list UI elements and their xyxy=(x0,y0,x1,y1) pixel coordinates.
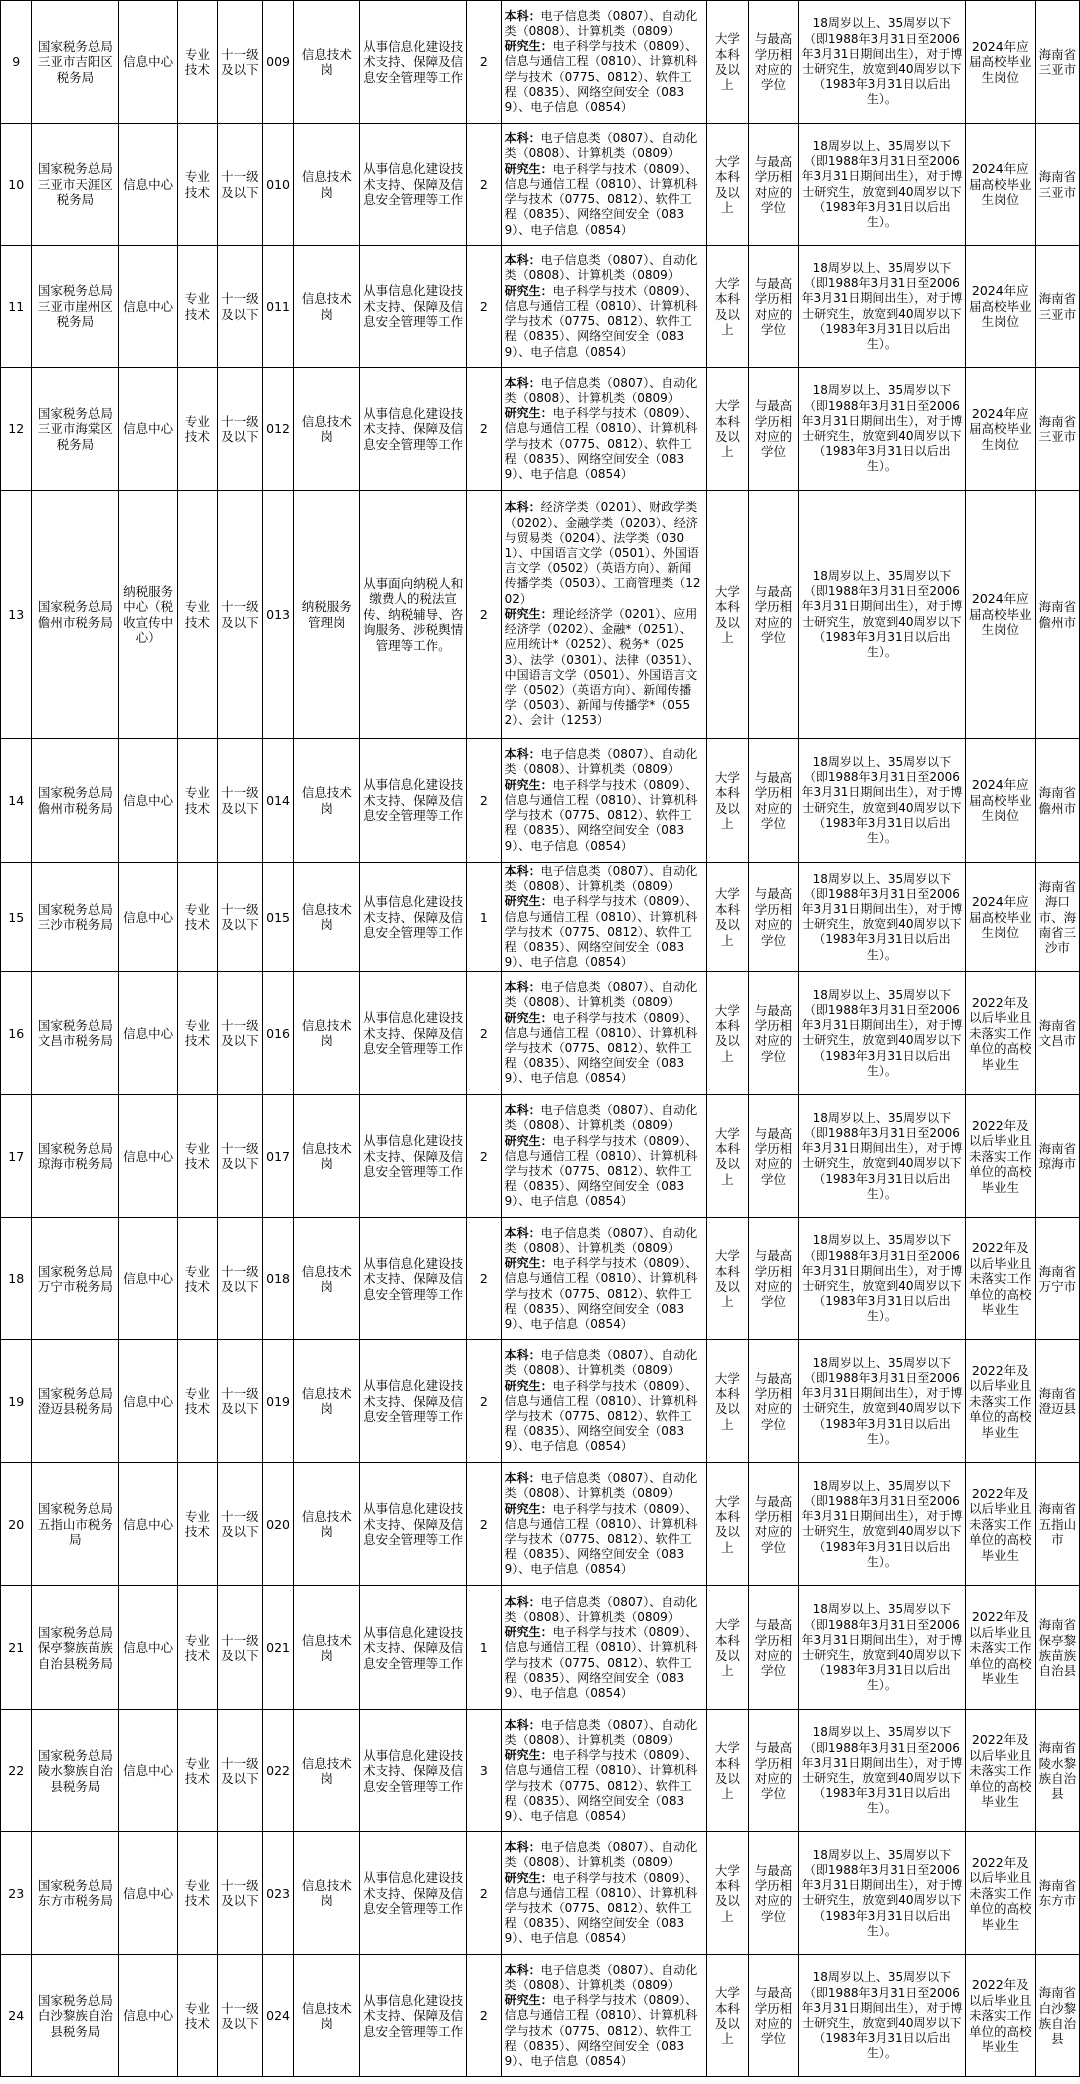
major-line: 研究生：理论经济学（0201）、应用经济学（0202）、金融*（0251）、应用统计*（0252）、税务*（0253）、法学（0301）、法律（0351）、中国语言文学（0501）、外国语言文学（0502）（英语方向）、新闻传播学（0503）、新闻与传播学*（0552）、会计（1253） xyxy=(504,606,700,728)
work-location: 海南省海口市、海南省三沙市 xyxy=(1035,863,1079,972)
candidate-source: 2022年及以后毕业且未落实工作单位的高校毕业生 xyxy=(965,1340,1035,1463)
major-line: 研究生：电子科学与技术（0809）、信息与通信工程（0810）、计算机科学与技术（0775、0812）、软件工程（0835）、网络空间安全（0839）、电子信息（0854） xyxy=(504,406,698,481)
major-line: 本科：电子信息类（0807）、自动化类（0808）、计算机类（0809） xyxy=(504,131,698,161)
row-number: 9 xyxy=(1,1,32,124)
education-requirement: 大学本科及以上 xyxy=(706,1095,748,1218)
unit-name: 国家税务总局东方市税务局 xyxy=(32,1832,119,1955)
position-category: 专业技术 xyxy=(178,863,218,972)
unit-name: 国家税务总局三亚市天涯区税务局 xyxy=(32,124,119,246)
major-requirements xyxy=(501,863,706,972)
duty-description: 从事信息化建设技术支持、保障及信息安全管理等工作 xyxy=(360,124,467,246)
department: 纳税服务中心（税收宣传中心） xyxy=(119,491,178,739)
position-code: 023 xyxy=(262,1832,293,1955)
department: 信息中心 xyxy=(119,1955,178,2077)
candidate-source: 2024年应届高校毕业生岗位 xyxy=(965,863,1035,972)
major-line: 研究生：电子科学与技术（0809）、信息与通信工程（0810）、计算机科学与技术（0775、0812）、软件工程（0835）、网络空间安全（0839）、电子信息（0854） xyxy=(504,1133,698,1209)
department: 信息中心 xyxy=(119,863,178,972)
position-name: 纳税服务管理岗 xyxy=(294,491,360,739)
major-line: 研究生：电子科学与技术（0809）、信息与通信工程（0810）、计算机科学与技术（0775、0812）、软件工程（0835）、网络空间安全（0839）、电子信息（0854） xyxy=(504,39,698,114)
age-requirement: 18周岁以上、35周岁以下（即1988年3月31日至2006年3月31日期间出生），对于博士研究生，放宽到40周岁以下（1983年3月31日以后出生）。 xyxy=(799,972,966,1095)
age-requirement: 18周岁以上、35周岁以下（即1988年3月31日至2006年3月31日期间出生），对于博士研究生，放宽到40周岁以下（1983年3月31日以后出生）。 xyxy=(799,246,966,368)
major-line: 研究生：电子科学与技术（0809）、信息与通信工程（0810）、计算机科学与技术（0775、0812）、软件工程（0835）、网络空间安全（0839）、电子信息（0854） xyxy=(504,1378,698,1454)
position-level: 十一级及以下 xyxy=(217,1,262,124)
hiring-count: 2 xyxy=(467,246,502,368)
unit-name: 国家税务总局儋州市税务局 xyxy=(32,491,119,739)
candidate-source: 2022年及以后毕业且未落实工作单位的高校毕业生 xyxy=(965,1218,1035,1340)
position-category: 专业技术 xyxy=(178,739,218,863)
candidate-source: 2024年应届高校毕业生岗位 xyxy=(965,1,1035,124)
hiring-count: 2 xyxy=(467,368,502,491)
candidate-source: 2024年应届高校毕业生岗位 xyxy=(965,368,1035,491)
major-line: 本科：电子信息类（0807）、自动化类（0808）、计算机类（0809） xyxy=(504,747,698,777)
position-category: 专业技术 xyxy=(178,246,218,368)
degree-requirement: 与最高学历相对应的学位 xyxy=(748,1340,798,1463)
degree-requirement: 与最高学历相对应的学位 xyxy=(748,1832,798,1955)
department: 信息中心 xyxy=(119,1,178,124)
education-requirement: 大学本科及以上 xyxy=(706,368,748,491)
work-location: 海南省儋州市 xyxy=(1035,491,1079,739)
table-row xyxy=(1,246,1080,368)
position-name: 信息技术岗 xyxy=(294,1340,360,1463)
position-code: 019 xyxy=(262,1340,293,1463)
work-location: 海南省白沙黎族自治县 xyxy=(1035,1955,1079,2077)
position-category: 专业技术 xyxy=(178,491,218,739)
hiring-count: 1 xyxy=(467,863,502,972)
row-number: 14 xyxy=(1,739,32,863)
major-line: 本科：电子信息类（0807）、自动化类（0808）、计算机类（0809） xyxy=(504,1594,698,1624)
education-requirement: 大学本科及以上 xyxy=(706,1586,748,1710)
major-requirements xyxy=(501,1095,706,1218)
position-level: 十一级及以下 xyxy=(217,1832,262,1955)
department: 信息中心 xyxy=(119,368,178,491)
major-requirements xyxy=(501,1586,706,1710)
candidate-source: 2022年及以后毕业且未落实工作单位的高校毕业生 xyxy=(965,1832,1035,1955)
degree-requirement: 与最高学历相对应的学位 xyxy=(748,246,798,368)
education-requirement: 大学本科及以上 xyxy=(706,1955,748,2077)
table-row xyxy=(1,1710,1080,1832)
hiring-count: 2 xyxy=(467,1340,502,1463)
major-requirements xyxy=(501,1218,706,1340)
degree-requirement: 与最高学历相对应的学位 xyxy=(748,1955,798,2077)
position-level: 十一级及以下 xyxy=(217,972,262,1095)
education-requirement: 大学本科及以上 xyxy=(706,491,748,739)
duty-description: 从事信息化建设技术支持、保障及信息安全管理等工作 xyxy=(360,246,467,368)
row-number: 23 xyxy=(1,1832,32,1955)
major-line: 本科：电子信息类（0807）、自动化类（0808）、计算机类（0809） xyxy=(504,1962,698,1992)
hiring-count: 2 xyxy=(467,739,502,863)
position-category: 专业技术 xyxy=(178,1832,218,1955)
age-requirement: 18周岁以上、35周岁以下（即1988年3月31日至2006年3月31日期间出生），对于博士研究生，放宽到40周岁以下（1983年3月31日以后出生）。 xyxy=(799,124,966,246)
row-number: 10 xyxy=(1,124,32,246)
position-category: 专业技术 xyxy=(178,1340,218,1463)
work-location: 海南省保亭黎族苗族自治县 xyxy=(1035,1586,1079,1710)
age-requirement: 18周岁以上、35周岁以下（即1988年3月31日至2006年3月31日期间出生），对于博士研究生，放宽到40周岁以下（1983年3月31日以后出生）。 xyxy=(799,491,966,739)
degree-requirement: 与最高学历相对应的学位 xyxy=(748,1218,798,1340)
unit-name: 国家税务总局琼海市税务局 xyxy=(32,1095,119,1218)
major-requirements xyxy=(501,491,706,739)
table-row xyxy=(1,1095,1080,1218)
position-name: 信息技术岗 xyxy=(294,1463,360,1586)
row-number: 13 xyxy=(1,491,32,739)
major-requirements xyxy=(501,1,706,124)
education-requirement: 大学本科及以上 xyxy=(706,1,748,124)
table-row xyxy=(1,1218,1080,1340)
table-row xyxy=(1,863,1080,972)
age-requirement: 18周岁以上、35周岁以下（即1988年3月31日至2006年3月31日期间出生），对于博士研究生，放宽到40周岁以下（1983年3月31日以后出生）。 xyxy=(799,1955,966,2077)
position-code: 009 xyxy=(262,1,293,124)
position-code: 012 xyxy=(262,368,293,491)
unit-name: 国家税务总局白沙黎族自治县税务局 xyxy=(32,1955,119,2077)
degree-requirement: 与最高学历相对应的学位 xyxy=(748,1463,798,1586)
candidate-source: 2024年应届高校毕业生岗位 xyxy=(965,246,1035,368)
position-name: 信息技术岗 xyxy=(294,1955,360,2077)
education-requirement: 大学本科及以上 xyxy=(706,863,748,972)
education-requirement: 大学本科及以上 xyxy=(706,1832,748,1955)
position-code: 024 xyxy=(262,1955,293,2077)
position-name: 信息技术岗 xyxy=(294,246,360,368)
age-requirement: 18周岁以上、35周岁以下（即1988年3月31日至2006年3月31日期间出生），对于博士研究生，放宽到40周岁以下（1983年3月31日以后出生）。 xyxy=(799,739,966,863)
work-location: 海南省文昌市 xyxy=(1035,972,1079,1095)
degree-requirement: 与最高学历相对应的学位 xyxy=(748,863,798,972)
major-requirements xyxy=(501,1955,706,2077)
candidate-source: 2022年及以后毕业且未落实工作单位的高校毕业生 xyxy=(965,1710,1035,1832)
hiring-count: 3 xyxy=(467,1710,502,1832)
age-requirement: 18周岁以上、35周岁以下（即1988年3月31日至2006年3月31日期间出生），对于博士研究生，放宽到40周岁以下（1983年3月31日以后出生）。 xyxy=(799,1340,966,1463)
major-line: 研究生：电子科学与技术（0809）、信息与通信工程（0810）、计算机科学与技术（0775、0812）、软件工程（0835）、网络空间安全（0839）、电子信息（0854） xyxy=(504,1625,698,1700)
age-requirement: 18周岁以上、35周岁以下（即1988年3月31日至2006年3月31日期间出生），对于博士研究生，放宽到40周岁以下（1983年3月31日以后出生）。 xyxy=(799,1710,966,1832)
education-requirement: 大学本科及以上 xyxy=(706,1710,748,1832)
major-line: 本科：电子信息类（0807）、自动化类（0808）、计算机类（0809） xyxy=(504,1225,698,1255)
major-requirements xyxy=(501,1463,706,1586)
table-row xyxy=(1,124,1080,246)
position-code: 020 xyxy=(262,1463,293,1586)
position-name: 信息技术岗 xyxy=(294,1,360,124)
work-location: 海南省东方市 xyxy=(1035,1832,1079,1955)
degree-requirement: 与最高学历相对应的学位 xyxy=(748,972,798,1095)
major-line: 研究生：电子科学与技术（0809）、信息与通信工程（0810）、计算机科学与技术（0775、0812）、软件工程（0835）、网络空间安全（0839）、电子信息（0854） xyxy=(504,283,698,359)
position-code: 014 xyxy=(262,739,293,863)
position-code: 016 xyxy=(262,972,293,1095)
position-level: 十一级及以下 xyxy=(217,124,262,246)
position-category: 专业技术 xyxy=(178,1218,218,1340)
hiring-count: 1 xyxy=(467,1586,502,1710)
degree-requirement: 与最高学历相对应的学位 xyxy=(748,1,798,124)
hiring-count: 2 xyxy=(467,1,502,124)
candidate-source: 2022年及以后毕业且未落实工作单位的高校毕业生 xyxy=(965,1095,1035,1218)
major-requirements xyxy=(501,1340,706,1463)
age-requirement: 18周岁以上、35周岁以下（即1988年3月31日至2006年3月31日期间出生），对于博士研究生，放宽到40周岁以下（1983年3月31日以后出生）。 xyxy=(799,1463,966,1586)
position-category: 专业技术 xyxy=(178,972,218,1095)
position-code: 018 xyxy=(262,1218,293,1340)
work-location: 海南省三亚市 xyxy=(1035,246,1079,368)
hiring-count: 2 xyxy=(467,1218,502,1340)
position-category: 专业技术 xyxy=(178,1586,218,1710)
unit-name: 国家税务总局保亭黎族苗族自治县税务局 xyxy=(32,1586,119,1710)
education-requirement: 大学本科及以上 xyxy=(706,1218,748,1340)
duty-description: 从事面向纳税人和缴费人的税法宣传、纳税辅导、咨询服务、涉税舆情管理等工作。 xyxy=(360,491,467,739)
work-location: 海南省五指山市 xyxy=(1035,1463,1079,1586)
duty-description: 从事信息化建设技术支持、保障及信息安全管理等工作 xyxy=(360,1463,467,1586)
position-name: 信息技术岗 xyxy=(294,368,360,491)
major-line: 研究生：电子科学与技术（0809）、信息与通信工程（0810）、计算机科学与技术（0775、0812）、软件工程（0835）、网络空间安全（0839）、电子信息（0854） xyxy=(504,161,698,237)
work-location: 海南省琼海市 xyxy=(1035,1095,1079,1218)
department: 信息中心 xyxy=(119,1463,178,1586)
degree-requirement: 与最高学历相对应的学位 xyxy=(748,1586,798,1710)
duty-description: 从事信息化建设技术支持、保障及信息安全管理等工作 xyxy=(360,1955,467,2077)
major-requirements xyxy=(501,1832,706,1955)
work-location: 海南省三亚市 xyxy=(1035,1,1079,124)
major-requirements xyxy=(501,739,706,863)
candidate-source: 2022年及以后毕业且未落实工作单位的高校毕业生 xyxy=(965,1955,1035,2077)
major-requirements xyxy=(501,246,706,368)
major-line: 研究生：电子科学与技术（0809）、信息与通信工程（0810）、计算机科学与技术（0775、0812）、软件工程（0835）、网络空间安全（0839）、电子信息（0854） xyxy=(504,1748,698,1823)
row-number: 20 xyxy=(1,1463,32,1586)
position-name: 信息技术岗 xyxy=(294,1832,360,1955)
table-row xyxy=(1,491,1080,739)
position-level: 十一级及以下 xyxy=(217,1095,262,1218)
position-level: 十一级及以下 xyxy=(217,739,262,863)
degree-requirement: 与最高学历相对应的学位 xyxy=(748,491,798,739)
major-line: 本科：电子信息类（0807）、自动化类（0808）、计算机类（0809） xyxy=(504,864,698,894)
major-requirements xyxy=(501,368,706,491)
row-number: 22 xyxy=(1,1710,32,1832)
position-level: 十一级及以下 xyxy=(217,1340,262,1463)
department: 信息中心 xyxy=(119,1340,178,1463)
unit-name: 国家税务总局五指山市税务局 xyxy=(32,1463,119,1586)
duty-description: 从事信息化建设技术支持、保障及信息安全管理等工作 xyxy=(360,368,467,491)
position-level: 十一级及以下 xyxy=(217,368,262,491)
position-name: 信息技术岗 xyxy=(294,972,360,1095)
position-category: 专业技术 xyxy=(178,368,218,491)
position-level: 十一级及以下 xyxy=(217,863,262,972)
table-row xyxy=(1,1955,1080,2077)
position-code: 017 xyxy=(262,1095,293,1218)
degree-requirement: 与最高学历相对应的学位 xyxy=(748,368,798,491)
major-line: 研究生：电子科学与技术（0809）、信息与通信工程（0810）、计算机科学与技术（0775、0812）、软件工程（0835）、网络空间安全（0839）、电子信息（0854） xyxy=(504,1993,698,2068)
major-requirements xyxy=(501,124,706,246)
unit-name: 国家税务总局三亚市海棠区税务局 xyxy=(32,368,119,491)
major-line: 研究生：电子科学与技术（0809）、信息与通信工程（0810）、计算机科学与技术（0775、0812）、软件工程（0835）、网络空间安全（0839）、电子信息（0854） xyxy=(504,1256,698,1331)
position-level: 十一级及以下 xyxy=(217,1463,262,1586)
position-code: 010 xyxy=(262,124,293,246)
row-number: 18 xyxy=(1,1218,32,1340)
major-line: 研究生：电子科学与技术（0809）、信息与通信工程（0810）、计算机科学与技术（0775、0812）、软件工程（0835）、网络空间安全（0839）、电子信息（0854） xyxy=(504,1870,698,1946)
work-location: 海南省三亚市 xyxy=(1035,124,1079,246)
duty-description: 从事信息化建设技术支持、保障及信息安全管理等工作 xyxy=(360,739,467,863)
row-number: 24 xyxy=(1,1955,32,2077)
unit-name: 国家税务总局儋州市税务局 xyxy=(32,739,119,863)
position-level: 十一级及以下 xyxy=(217,1710,262,1832)
table-row xyxy=(1,1586,1080,1710)
hiring-count: 2 xyxy=(467,1955,502,2077)
position-name: 信息技术岗 xyxy=(294,739,360,863)
duty-description: 从事信息化建设技术支持、保障及信息安全管理等工作 xyxy=(360,863,467,972)
work-location: 海南省澄迈县 xyxy=(1035,1340,1079,1463)
position-category: 专业技术 xyxy=(178,1710,218,1832)
table-row xyxy=(1,972,1080,1095)
major-line: 本科：电子信息类（0807）、自动化类（0808）、计算机类（0809） xyxy=(504,1103,698,1133)
position-name: 信息技术岗 xyxy=(294,863,360,972)
table-row xyxy=(1,1340,1080,1463)
position-category: 专业技术 xyxy=(178,1095,218,1218)
position-code: 021 xyxy=(262,1586,293,1710)
major-requirements xyxy=(501,972,706,1095)
age-requirement: 18周岁以上、35周岁以下（即1988年3月31日至2006年3月31日期间出生），对于博士研究生，放宽到40周岁以下（1983年3月31日以后出生）。 xyxy=(799,1,966,124)
candidate-source: 2022年及以后毕业且未落实工作单位的高校毕业生 xyxy=(965,1463,1035,1586)
major-line: 本科：电子信息类（0807）、自动化类（0808）、计算机类（0809） xyxy=(504,1717,698,1747)
position-name: 信息技术岗 xyxy=(294,1095,360,1218)
department: 信息中心 xyxy=(119,1095,178,1218)
major-line: 本科：电子信息类（0807）、自动化类（0808）、计算机类（0809） xyxy=(504,1348,698,1378)
degree-requirement: 与最高学历相对应的学位 xyxy=(748,1710,798,1832)
education-requirement: 大学本科及以上 xyxy=(706,972,748,1095)
row-number: 19 xyxy=(1,1340,32,1463)
duty-description: 从事信息化建设技术支持、保障及信息安全管理等工作 xyxy=(360,972,467,1095)
age-requirement: 18周岁以上、35周岁以下（即1988年3月31日至2006年3月31日期间出生），对于博士研究生，放宽到40周岁以下（1983年3月31日以后出生）。 xyxy=(799,368,966,491)
row-number: 17 xyxy=(1,1095,32,1218)
education-requirement: 大学本科及以上 xyxy=(706,739,748,863)
major-line: 本科：电子信息类（0807）、自动化类（0808）、计算机类（0809） xyxy=(504,375,698,405)
hiring-count: 2 xyxy=(467,1832,502,1955)
education-requirement: 大学本科及以上 xyxy=(706,1463,748,1586)
work-location: 海南省陵水黎族自治县 xyxy=(1035,1710,1079,1832)
table-row xyxy=(1,1,1080,124)
major-line: 研究生：电子科学与技术（0809）、信息与通信工程（0810）、计算机科学与技术（0775、0812）、软件工程（0835）、网络空间安全（0839）、电子信息（0854） xyxy=(504,1010,698,1086)
major-line: 研究生：电子科学与技术（0809）、信息与通信工程（0810）、计算机科学与技术（0775、0812）、软件工程（0835）、网络空间安全（0839）、电子信息（0854） xyxy=(504,894,698,970)
unit-name: 国家税务总局澄迈县税务局 xyxy=(32,1340,119,1463)
duty-description: 从事信息化建设技术支持、保障及信息安全管理等工作 xyxy=(360,1095,467,1218)
position-name: 信息技术岗 xyxy=(294,1586,360,1710)
duty-description: 从事信息化建设技术支持、保障及信息安全管理等工作 xyxy=(360,1832,467,1955)
table-row xyxy=(1,739,1080,863)
hiring-count: 2 xyxy=(467,491,502,739)
major-line: 研究生：电子科学与技术（0809）、信息与通信工程（0810）、计算机科学与技术（0775、0812）、软件工程（0835）、网络空间安全（0839）、电子信息（0854） xyxy=(504,777,698,853)
unit-name: 国家税务总局三亚市崖州区税务局 xyxy=(32,246,119,368)
table-row xyxy=(1,368,1080,491)
position-name: 信息技术岗 xyxy=(294,1710,360,1832)
unit-name: 国家税务总局陵水黎族自治县税务局 xyxy=(32,1710,119,1832)
major-line: 本科：电子信息类（0807）、自动化类（0808）、计算机类（0809） xyxy=(504,253,698,283)
unit-name: 国家税务总局三沙市税务局 xyxy=(32,863,119,972)
department: 信息中心 xyxy=(119,1710,178,1832)
department: 信息中心 xyxy=(119,1832,178,1955)
position-level: 十一级及以下 xyxy=(217,491,262,739)
duty-description: 从事信息化建设技术支持、保障及信息安全管理等工作 xyxy=(360,1340,467,1463)
department: 信息中心 xyxy=(119,739,178,863)
education-requirement: 大学本科及以上 xyxy=(706,1340,748,1463)
duty-description: 从事信息化建设技术支持、保障及信息安全管理等工作 xyxy=(360,1,467,124)
table-row xyxy=(1,1832,1080,1955)
duty-description: 从事信息化建设技术支持、保障及信息安全管理等工作 xyxy=(360,1710,467,1832)
work-location: 海南省万宁市 xyxy=(1035,1218,1079,1340)
duty-description: 从事信息化建设技术支持、保障及信息安全管理等工作 xyxy=(360,1218,467,1340)
candidate-source: 2022年及以后毕业且未落实工作单位的高校毕业生 xyxy=(965,972,1035,1095)
department: 信息中心 xyxy=(119,1218,178,1340)
unit-name: 国家税务总局文昌市税务局 xyxy=(32,972,119,1095)
hiring-count: 2 xyxy=(467,1095,502,1218)
position-code: 022 xyxy=(262,1710,293,1832)
position-level: 十一级及以下 xyxy=(217,246,262,368)
candidate-source: 2024年应届高校毕业生岗位 xyxy=(965,491,1035,739)
age-requirement: 18周岁以上、35周岁以下（即1988年3月31日至2006年3月31日期间出生），对于博士研究生，放宽到40周岁以下（1983年3月31日以后出生）。 xyxy=(799,1832,966,1955)
hiring-count: 2 xyxy=(467,1463,502,1586)
major-requirements xyxy=(501,1710,706,1832)
department: 信息中心 xyxy=(119,1586,178,1710)
candidate-source: 2022年及以后毕业且未落实工作单位的高校毕业生 xyxy=(965,1586,1035,1710)
row-number: 11 xyxy=(1,246,32,368)
major-line: 本科：电子信息类（0807）、自动化类（0808）、计算机类（0809） xyxy=(504,980,698,1010)
hiring-count: 2 xyxy=(467,972,502,1095)
position-code: 013 xyxy=(262,491,293,739)
education-requirement: 大学本科及以上 xyxy=(706,124,748,246)
education-requirement: 大学本科及以上 xyxy=(706,246,748,368)
candidate-source: 2024年应届高校毕业生岗位 xyxy=(965,124,1035,246)
degree-requirement: 与最高学历相对应的学位 xyxy=(748,1095,798,1218)
age-requirement: 18周岁以上、35周岁以下（即1988年3月31日至2006年3月31日期间出生），对于博士研究生，放宽到40周岁以下（1983年3月31日以后出生）。 xyxy=(799,1586,966,1710)
position-level: 十一级及以下 xyxy=(217,1586,262,1710)
row-number: 15 xyxy=(1,863,32,972)
candidate-source: 2024年应届高校毕业生岗位 xyxy=(965,739,1035,863)
major-line: 研究生：电子科学与技术（0809）、信息与通信工程（0810）、计算机科学与技术（0775、0812）、软件工程（0835）、网络空间安全（0839）、电子信息（0854） xyxy=(504,1501,698,1577)
position-name: 信息技术岗 xyxy=(294,124,360,246)
work-location: 海南省儋州市 xyxy=(1035,739,1079,863)
unit-name: 国家税务总局万宁市税务局 xyxy=(32,1218,119,1340)
department: 信息中心 xyxy=(119,124,178,246)
work-location: 海南省三亚市 xyxy=(1035,368,1079,491)
degree-requirement: 与最高学历相对应的学位 xyxy=(748,124,798,246)
degree-requirement: 与最高学历相对应的学位 xyxy=(748,739,798,863)
age-requirement: 18周岁以上、35周岁以下（即1988年3月31日至2006年3月31日期间出生），对于博士研究生，放宽到40周岁以下（1983年3月31日以后出生）。 xyxy=(799,1218,966,1340)
position-category: 专业技术 xyxy=(178,1463,218,1586)
department: 信息中心 xyxy=(119,246,178,368)
position-code: 011 xyxy=(262,246,293,368)
major-line: 本科：电子信息类（0807）、自动化类（0808）、计算机类（0809） xyxy=(504,1840,698,1870)
row-number: 16 xyxy=(1,972,32,1095)
department: 信息中心 xyxy=(119,972,178,1095)
duty-description: 从事信息化建设技术支持、保障及信息安全管理等工作 xyxy=(360,1586,467,1710)
age-requirement: 18周岁以上、35周岁以下（即1988年3月31日至2006年3月31日期间出生），对于博士研究生，放宽到40周岁以下（1983年3月31日以后出生）。 xyxy=(799,1095,966,1218)
major-line: 本科：电子信息类（0807）、自动化类（0808）、计算机类（0809） xyxy=(504,8,698,38)
position-level: 十一级及以下 xyxy=(217,1955,262,2077)
table-row xyxy=(1,1463,1080,1586)
major-line: 本科：经济学类（0201）、财政学类（0202）、金融学类（0203）、经济与贸易类（0204）、法学类（0301）、中国语言文学（0501）、外国语言文学（0502）（英语方向）、新闻传播学类（0503）、工商管理类（1202） xyxy=(504,500,701,606)
row-number: 12 xyxy=(1,368,32,491)
position-level: 十一级及以下 xyxy=(217,1218,262,1340)
position-category: 专业技术 xyxy=(178,1955,218,2077)
position-code: 015 xyxy=(262,863,293,972)
age-requirement: 18周岁以上、35周岁以下（即1988年3月31日至2006年3月31日期间出生），对于博士研究生，放宽到40周岁以下（1983年3月31日以后出生）。 xyxy=(799,863,966,972)
unit-name: 国家税务总局三亚市吉阳区税务局 xyxy=(32,1,119,124)
position-name: 信息技术岗 xyxy=(294,1218,360,1340)
position-category: 专业技术 xyxy=(178,124,218,246)
major-line: 本科：电子信息类（0807）、自动化类（0808）、计算机类（0809） xyxy=(504,1471,698,1501)
position-category: 专业技术 xyxy=(178,1,218,124)
row-number: 21 xyxy=(1,1586,32,1710)
hiring-count: 2 xyxy=(467,124,502,246)
